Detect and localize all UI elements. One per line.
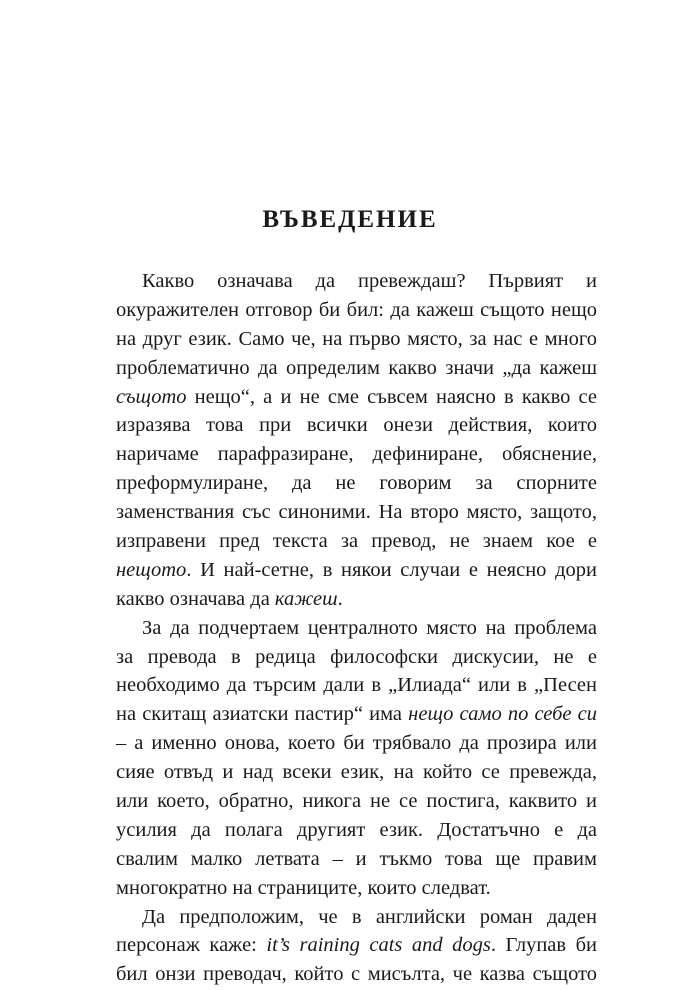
text-line — [116, 845, 597, 874]
text-line — [116, 469, 597, 498]
text-line — [116, 903, 597, 932]
text-line — [116, 787, 597, 816]
text-line — [116, 931, 597, 960]
text-line — [116, 643, 597, 672]
text-run: Да предположим, че в английски роман даден — [142, 905, 597, 928]
text-run: изправени пред текста за превод, не знаем кое е — [116, 530, 597, 553]
text-run: или което, обратно, никога не се постига, каквито и — [116, 790, 597, 813]
text-line — [116, 585, 597, 614]
paragraph — [116, 267, 597, 614]
text-run: какво означава да — [116, 587, 275, 610]
text-run: персонаж каже: — [116, 934, 267, 957]
text-run: сияе отвъд и над всеки език, на който се превежда, — [116, 761, 597, 784]
paragraph — [116, 903, 597, 990]
italic-phrase: нещото — [116, 558, 187, 581]
italic-phrase: нещо само по себе си — [408, 703, 598, 726]
text-run: усилия да полага другият език. Достатъчно е да — [116, 818, 597, 841]
text-line — [116, 556, 597, 585]
text-run: . Глупав би — [490, 934, 597, 957]
text-line — [116, 816, 597, 845]
text-line — [116, 874, 597, 903]
italic-phrase: кажеш — [274, 587, 338, 610]
chapter-heading: ВЪВЕДЕНИЕ — [262, 206, 438, 233]
text-run: на друг език. Само че, на първо място, за нас е много — [116, 327, 597, 350]
text-line — [116, 354, 597, 383]
text-run: многократно на страниците, които следват. — [116, 876, 491, 899]
italic-phrase: същото — [116, 385, 187, 408]
text-line — [116, 614, 597, 643]
text-line — [116, 440, 597, 469]
text-line — [116, 498, 597, 527]
text-run: за превода в редица философски дискусии, не е — [116, 645, 597, 668]
text-line — [116, 527, 597, 556]
text-run: изразява това при всички онези действия, които — [116, 414, 597, 437]
text-line — [116, 296, 597, 325]
text-line — [116, 671, 597, 700]
text-line — [116, 960, 597, 989]
text-line — [116, 411, 597, 440]
text-line — [116, 267, 597, 296]
text-run: свалим малко летвата – и тъкмо това ще правим — [116, 847, 597, 870]
text-line — [116, 383, 597, 412]
text-line — [116, 325, 597, 354]
text-run: заменствания със синоними. На второ място, защото, — [116, 501, 597, 524]
text-run: окуражителен отговор би бил: да кажеш същото нещо — [116, 298, 597, 321]
italic-phrase: it’s raining cats and dogs — [266, 934, 491, 957]
text-run: наричаме парафразиране, дефиниране, обяснение, — [116, 443, 597, 466]
text-run: на скитащ азиатски пастир“ има — [116, 703, 409, 726]
paragraph — [116, 614, 597, 903]
text-run: . — [337, 587, 343, 610]
text-run: . И най-сетне, в някои случаи е неясно дори — [186, 558, 597, 581]
text-run: – а именно онова, което би трябвало да прозира или — [116, 732, 597, 755]
text-run: проблематично да определим какво значи „да кажеш — [116, 356, 597, 379]
text-line — [116, 700, 597, 729]
text-line — [116, 729, 597, 758]
text-run: За да подчертаем централното място на проблема — [142, 616, 597, 639]
text-run: преформулиране, да не говорим за спорните — [116, 472, 597, 495]
text-run: бил онзи преводач, който с мисълта, че казва същото — [116, 963, 597, 986]
text-run: нещо“, а и не сме съвсем наясно в какво се — [186, 385, 597, 408]
text-line — [116, 758, 597, 787]
text-run: необходимо да търсим дали в „Илиада“ или в „Песен — [116, 674, 597, 697]
body-text — [116, 267, 597, 989]
text-run: Какво означава да превеждаш? Първият и — [142, 270, 597, 292]
